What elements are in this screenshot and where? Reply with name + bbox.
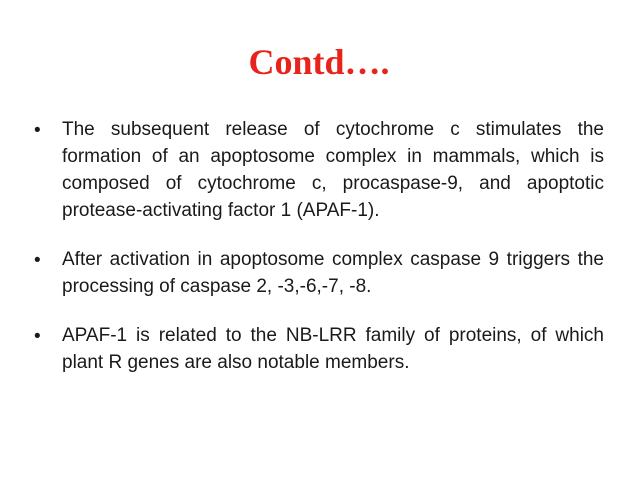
bullet-dot-icon: • — [34, 250, 41, 271]
bullet-text: APAF-1 is related to the NB-LRR family of proteins, of which plant R genes are also notable members. — [62, 325, 604, 373]
bullet-text: The subsequent release of cytochrome c stimulates the formation of an apoptosome complex in mammals, which is composed of cytochrome c, procaspase-9, and apoptotic protease-activating factor 1 (APAF-1). — [62, 119, 604, 221]
bullet-item — [30, 116, 604, 224]
bullet-text: After activation in apoptosome complex caspase 9 triggers the processing of caspase 2, -3,-6,-7, -8. — [62, 249, 604, 297]
bullet-item — [30, 246, 604, 300]
bullet-dot-icon: • — [34, 326, 41, 347]
bullet-list — [30, 116, 604, 398]
bullet-item — [30, 322, 604, 376]
slide-title: Contd…. — [248, 42, 390, 82]
bullet-dot-icon: • — [34, 120, 41, 141]
